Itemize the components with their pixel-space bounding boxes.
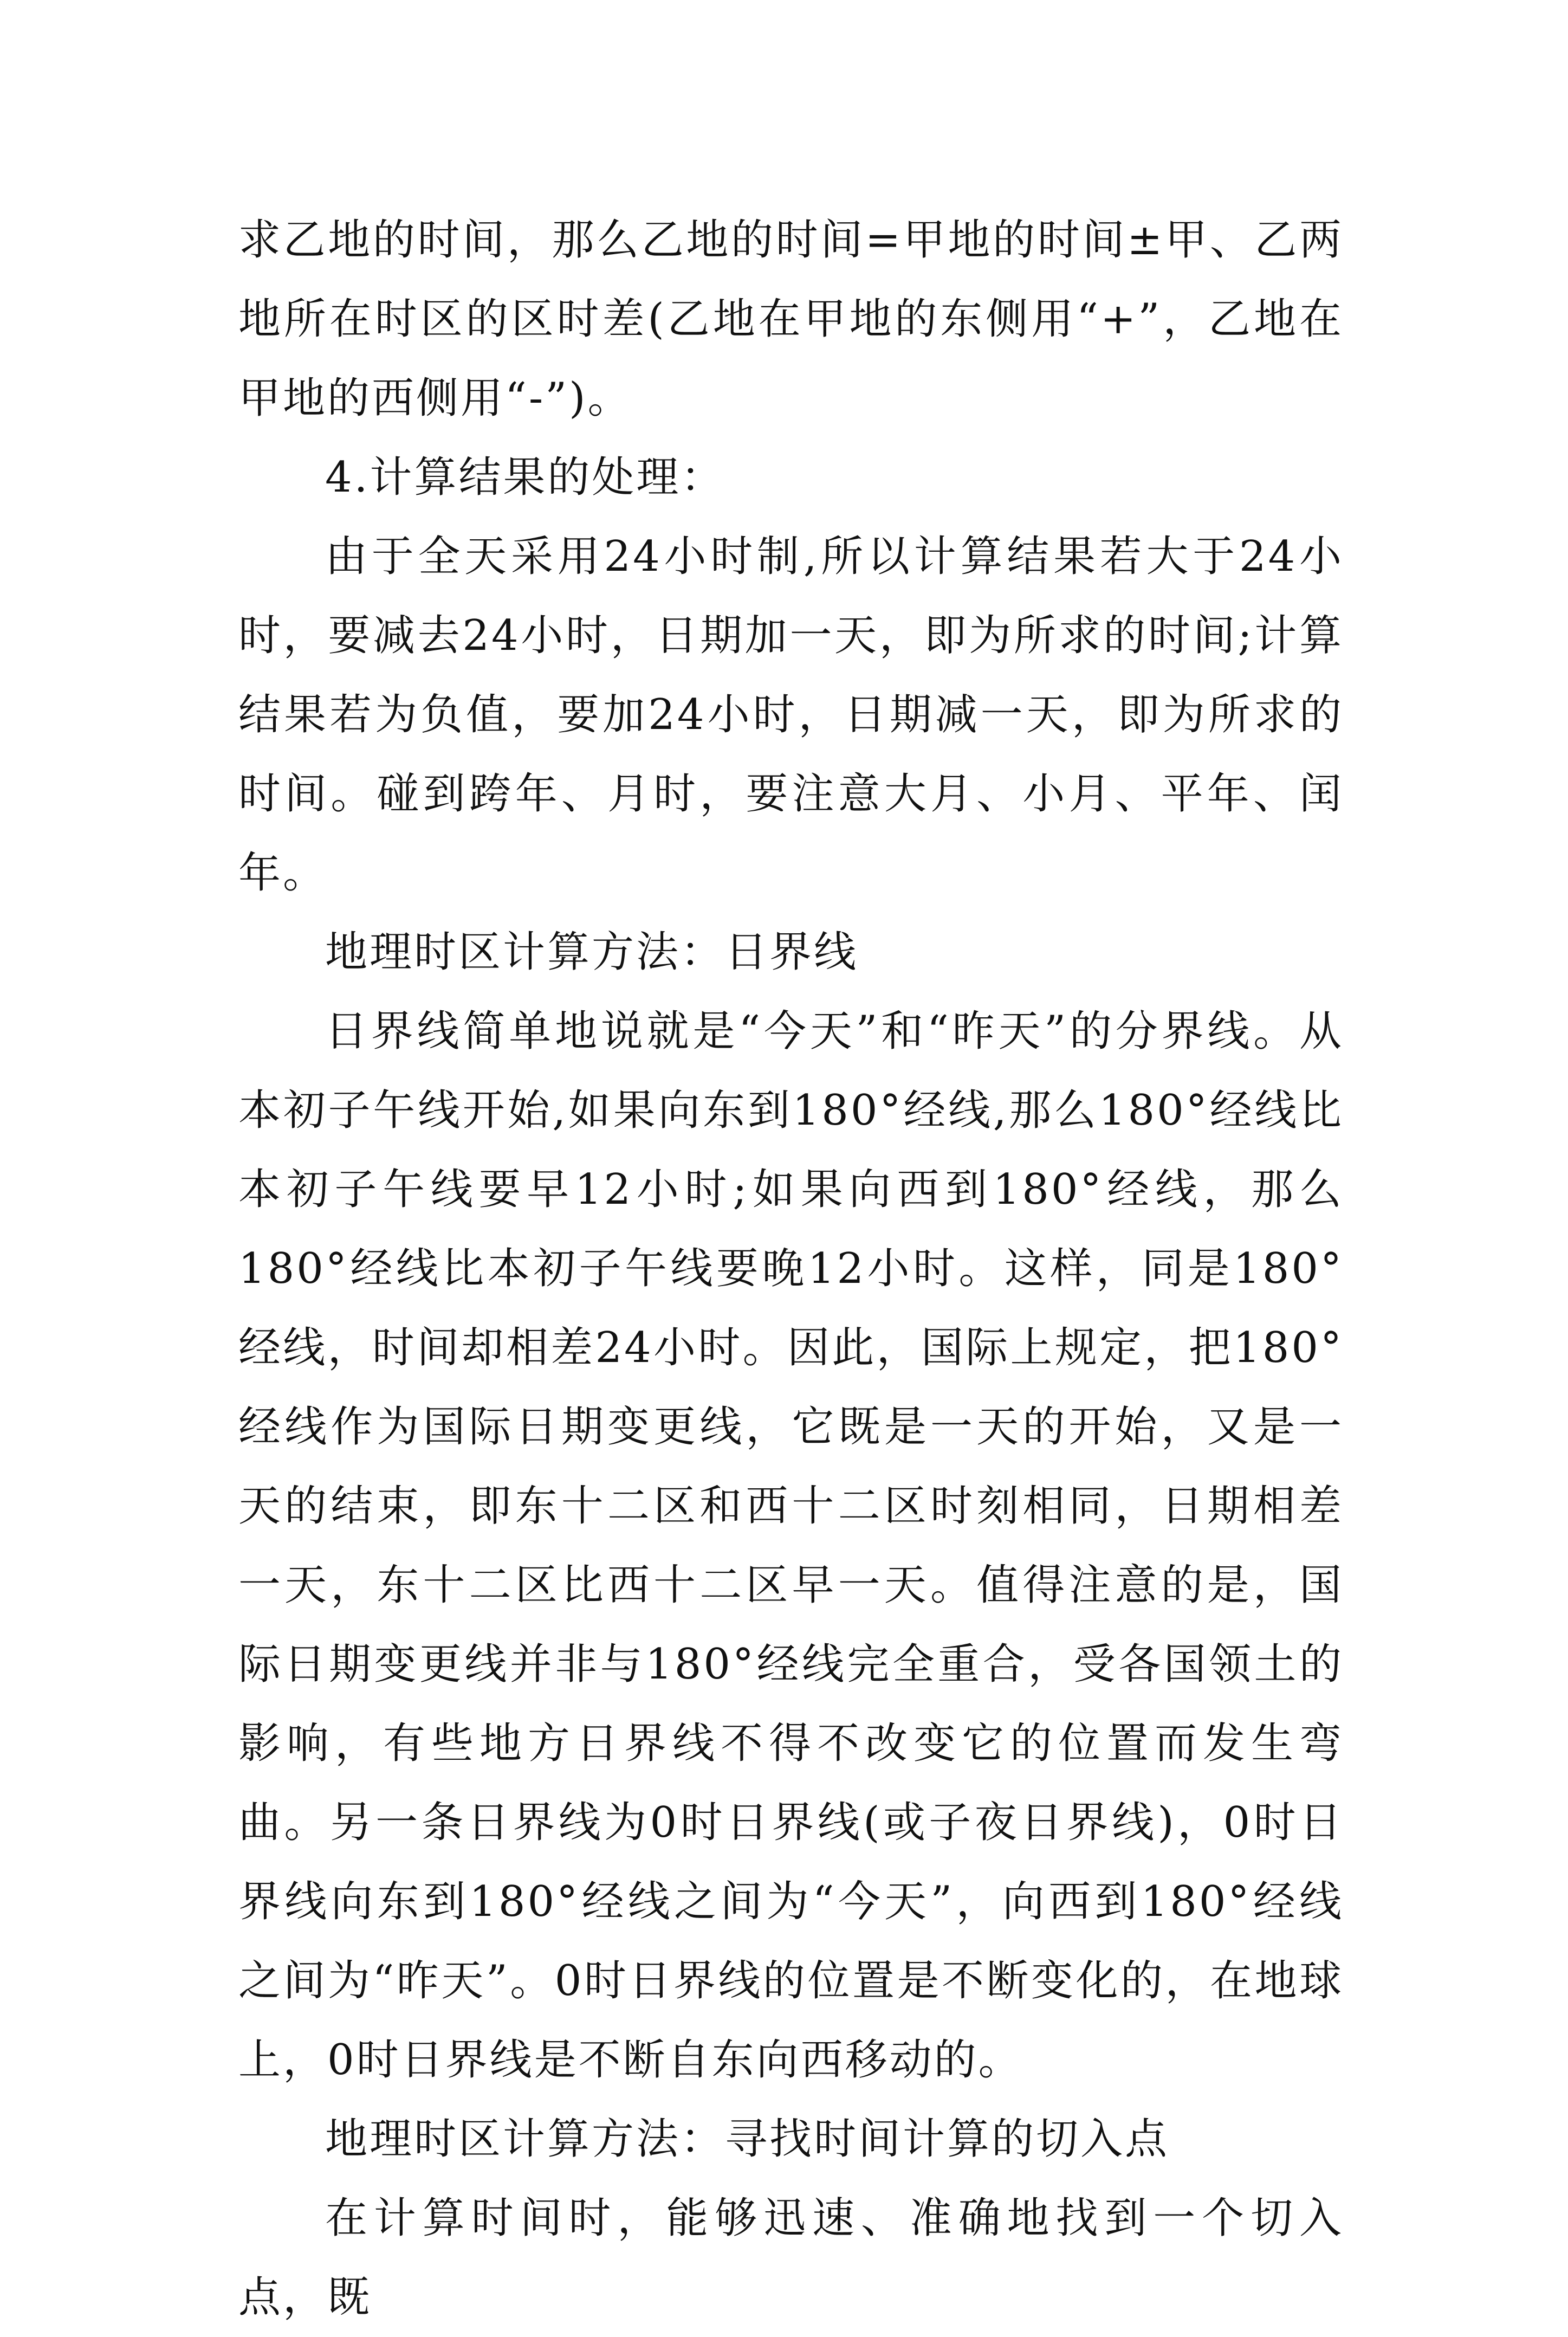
paragraph-date-line: 日界线简单地说就是“今天”和“昨天”的分界线。从本初子午线开始,如果向东到180°经线,那么180°经线比本初子午线要早12小时;如果向西到180°经线，那么180°经线比本初子午线要晚12小时。这样，同是180°经线，时间却相差24小时。因此，国际上规定，把180°经线作为国际日期变更线，它既是一天的开始，又是一天的结束，即东十二区和西十二区时刻相同，日期相差一天，东十二区比西十二区早一天。值得注意的是，国际日期变更线并非与180°经线完全重合，受各国领土的影响，有些地方日界线不得不改变它的位置而发生弯曲。另一条日界线为0时日界线(或子夜日界线)，0时日界线向东到180°经线之间为“今天”，向西到180°经线之间为“昨天”。0时日界线的位置是不断变化的，在地球上，0时日界线是不断自东向西移动的。	[238, 1007, 1344, 2084]
paragraph-entry-point: 在计算时间时，能够迅速、准确地找到一个切入点，既	[238, 2194, 1344, 2322]
paragraph-continued-formula: 求乙地的时间，那么乙地的时间=甲地的时间±甲、乙两地所在时区的区时差(乙地在甲地的东侧用“+”，乙地在甲地的西侧用“-”)。	[238, 216, 1344, 423]
paragraph-heading-date-line: 地理时区计算方法：日界线	[325, 928, 859, 977]
paragraph-heading-result-processing: 4.计算结果的处理：	[325, 453, 725, 502]
paragraph-heading-entry-point: 地理时区计算方法：寻找时间计算的切入点	[325, 2115, 1170, 2164]
paragraph-result-processing: 由于全天采用24小时制,所以计算结果若大于24小时，要减去24小时，日期加一天，即为所求的时间;计算结果若为负值，要加24小时，日期减一天，即为所求的时间。碰到跨年、月时，要注意大月、小月、平年、闰年。	[238, 532, 1344, 898]
body-text	[238, 201, 1344, 2337]
